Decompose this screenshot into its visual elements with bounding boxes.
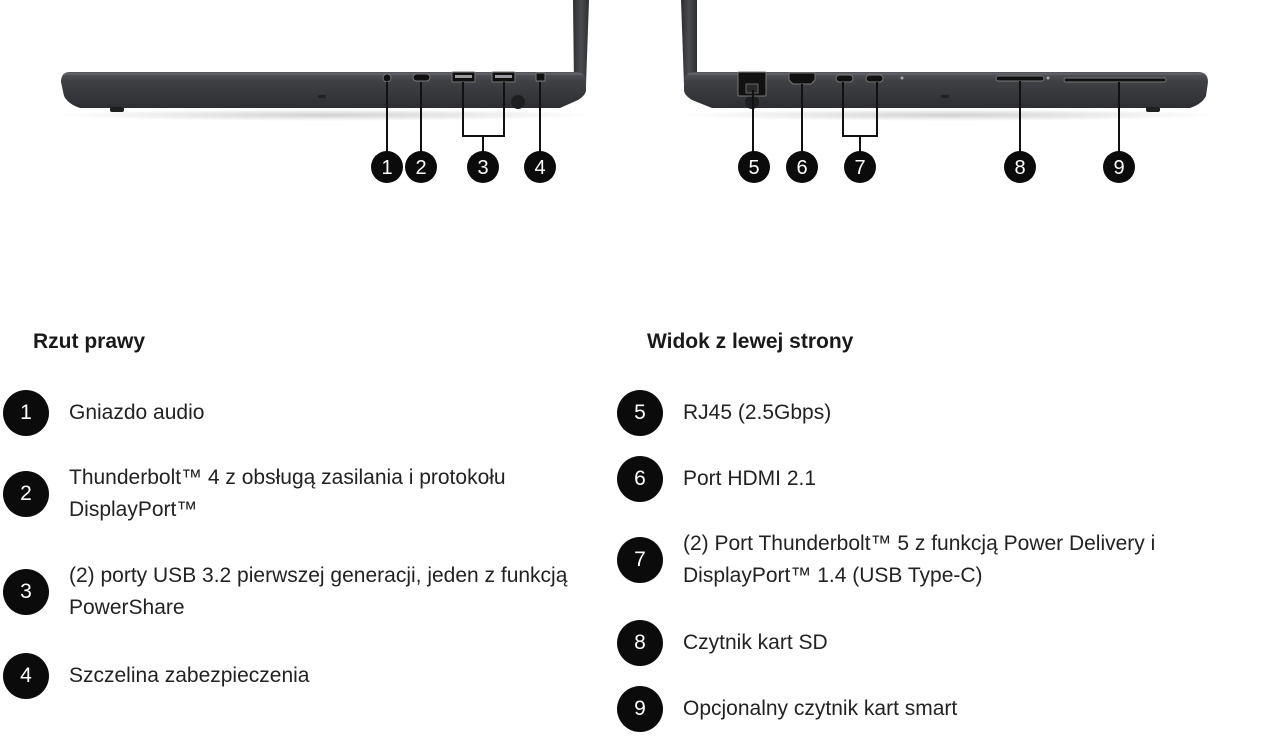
legend-badge: 5: [617, 390, 663, 436]
sd-card-slot-icon: [996, 76, 1044, 81]
legend-item-4: [3, 653, 593, 699]
left-side-laptop: [680, 0, 1220, 183]
callout-1: [371, 151, 403, 183]
legend-label: (2) Port Thunderbolt™ 5 z funkcją Power Delivery i DisplayPort™ 1.4 (USB Type-C): [683, 532, 1156, 587]
svg-text:1: 1: [381, 157, 393, 179]
svg-text:7: 7: [854, 157, 866, 179]
callout-2: [405, 151, 437, 183]
laptop-shadow: [680, 109, 1220, 121]
legend-label: Opcjonalny czytnik kart smart: [683, 697, 958, 720]
svg-text:2: 2: [415, 157, 427, 179]
legend-label: Thunderbolt™ 4 z obsługą zasilania i protokołu DisplayPort™: [69, 466, 506, 521]
audio-jack-icon: [383, 74, 391, 82]
legend-label: Port HDMI 2.1: [683, 467, 817, 490]
legend-badge: 4: [3, 653, 49, 699]
legend-item-5: [617, 390, 1237, 436]
legend-badge: 3: [3, 569, 49, 615]
legend-item-6: [617, 456, 1237, 502]
legend-item-9: [617, 686, 1237, 732]
laptop-shadow: [55, 109, 595, 121]
svg-text:6: 6: [796, 157, 808, 179]
legend-badge: 8: [617, 620, 663, 666]
smart-card-slot-icon: [1064, 78, 1166, 82]
svg-text:8: 8: [1014, 157, 1026, 179]
legend-item-1: [3, 390, 593, 436]
callout-7: [844, 151, 876, 183]
legend-label: (2) porty USB 3.2 pierwszej generacji, jeden z funkcją PowerShare: [69, 564, 568, 619]
legend-badge: 6: [617, 456, 663, 502]
usb-c-port-icon: [413, 74, 430, 81]
hdmi-port-icon: [789, 73, 815, 84]
callout-8: [1004, 151, 1036, 183]
legend-badge: 2: [3, 471, 49, 517]
legend-badge: 7: [617, 537, 663, 583]
laptop-side-views-diagram: [0, 0, 1262, 230]
callout-4: [524, 151, 556, 183]
legend-badge: 1: [3, 390, 49, 436]
svg-text:5: 5: [748, 157, 760, 179]
legend-item-8: [617, 620, 1237, 666]
legend-label: Gniazdo audio: [69, 401, 205, 424]
legend-item-7: [617, 528, 1237, 592]
hinge-foot: [511, 95, 525, 109]
svg-text:9: 9: [1113, 157, 1125, 179]
callout-6: [786, 151, 818, 183]
svg-text:3: 3: [477, 157, 489, 179]
legend-item-2: [3, 462, 593, 526]
legend-label: Czytnik kart SD: [683, 631, 828, 654]
thunderbolt-port-icon: [866, 75, 883, 82]
callout-5: [738, 151, 770, 183]
callout-9: [1103, 151, 1135, 183]
left-view-title: Widok z lewej strony: [647, 330, 854, 353]
security-slot-icon: [536, 73, 545, 81]
legend-label: Szczelina zabezpieczenia: [69, 664, 310, 687]
svg-text:4: 4: [534, 157, 546, 179]
callout-3: [467, 151, 499, 183]
legend-label: RJ45 (2.5Gbps): [683, 401, 832, 424]
right-view-title: Rzut prawy: [33, 330, 146, 353]
legend-item-3: [3, 560, 603, 624]
legend-badge: 9: [617, 686, 663, 732]
foot: [110, 107, 124, 112]
thunderbolt-port-icon: [836, 75, 853, 82]
foot: [1146, 107, 1160, 112]
right-side-laptop: [55, 0, 595, 183]
